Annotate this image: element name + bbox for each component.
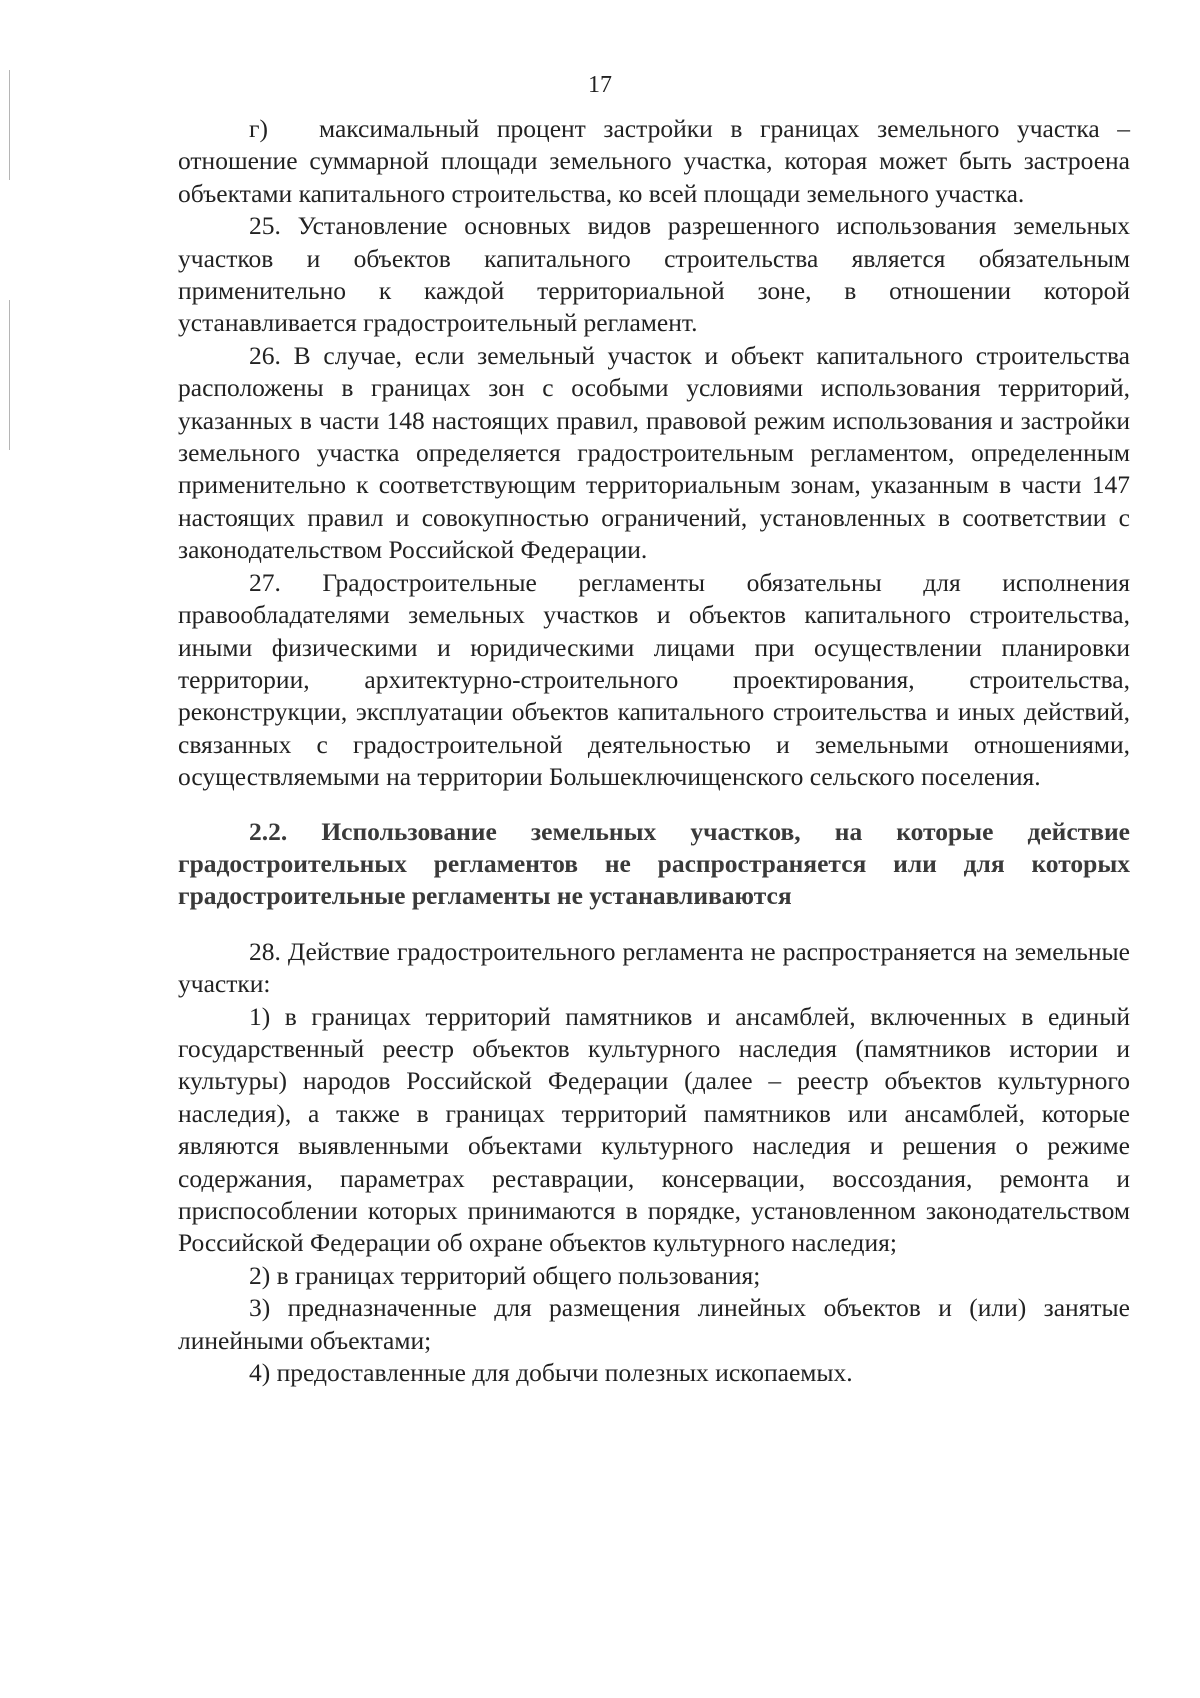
list-item-4: 4) предоставленные для добычи полезных ископаемых.: [249, 1358, 853, 1388]
page-number: 17: [588, 72, 612, 98]
scan-edge-mark: [9, 300, 10, 450]
section-heading: 2.2. Использование земельных участков, на которые действие градостроительных регламентов не распространяется или для которых градостроительные регламенты не устанавливаются: [178, 816, 1130, 911]
list-item-3: 3) предназначенные для размещения линейных объектов и (или) занятые линейными объектами;: [178, 1293, 1130, 1355]
paragraph-27: 27. Градостроительные регламенты обязательны для исполнения правообладателями земельных участков и объектов капитального строительства, иными физическими и юридическими лицами при осуществлении планировки территории, архитектурно-строительного проектирования, строительства, реконструкции, эксплуатации объектов капитального строительства и иных действий, связанных с градостроительной деятельностью и земельными отношениями, осуществляемыми на территории Большеключищенского сельского поселения.: [178, 567, 1130, 792]
list-marker: г): [249, 114, 268, 143]
paragraph-text: максимальный процент застройки в границах земельного участка – отношение суммарной площади земельного участка, которая может быть застроена объектами капитального строительства, ко всей площади земельного участка.: [178, 114, 1130, 208]
paragraph-25: 25. Установление основных видов разрешенного использования земельных участков и объектов капитального строительства является обязательным применительно к каждой территориальной зоне, в отношении которой устанавливается градостроительный регламент.: [178, 211, 1130, 338]
list-item-2: 2) в границах территорий общего пользования;: [249, 1260, 761, 1290]
list-item-1: 1) в границах территорий памятников и ансамблей, включенных в единый государственный реестр объектов культурного наследия (памятников истории и культуры) народов Российской Федерации (далее – реестр объектов культурного наследия), а также в границах территорий памятников или ансамблей, которые являются выявленными объектами культурного наследия и решения о режиме содержания, параметрах реставрации, консервации, воссоздания, ремонта и приспособлении которых принимаются в порядке, установленном законодательством Российской Федерации об охране объектов культурного наследия;: [178, 1001, 1130, 1258]
document-body: [178, 113, 1130, 1389]
paragraph-28: 28. Действие градостроительного регламента не распространяется на земельные участки:: [178, 936, 1130, 999]
paragraph-26: 26. В случае, если земельный участок и объект капитального строительства расположены в границах зон с особыми условиями использования территорий, указанных в части 148 настоящих правил, правовой режим использования и застройки земельного участка определяется градостроительным регламентом, определенным применительно к соответствующим территориальным зонам, указанным в части 147 настоящих правил и совокупностью ограничений, установленных в соответствии с законодательством Российской Федерации.: [178, 340, 1130, 565]
paragraph-item-g: [178, 113, 1130, 210]
